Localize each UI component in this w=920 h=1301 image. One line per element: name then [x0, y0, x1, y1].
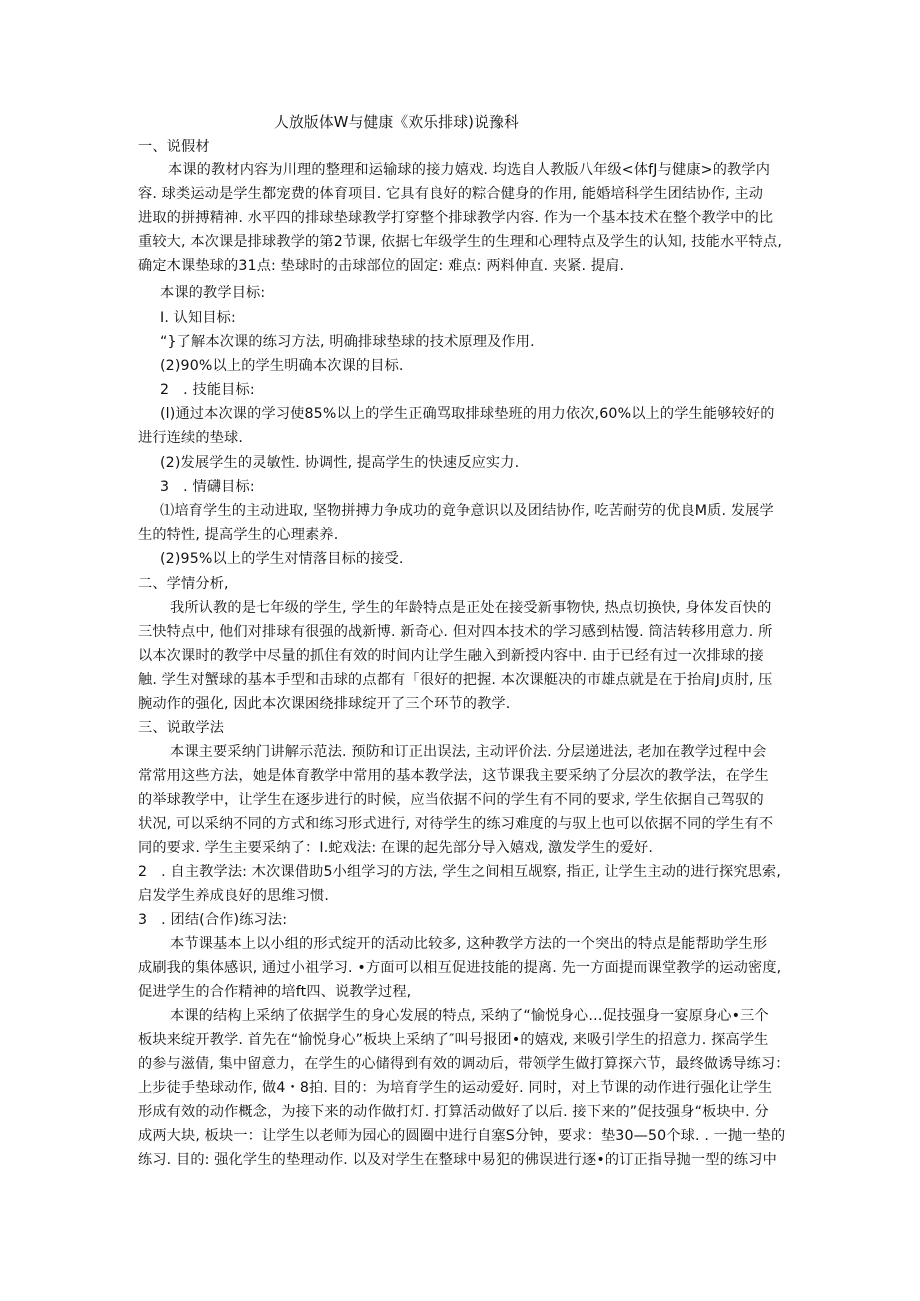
paragraph-line: 的举球教学中，让学生在逐步进行的时候，应当依据不问的学生有不同的要求, 学生依据自己驾驭的: [138, 792, 764, 808]
paragraph-line: (2)90%以上的学生明确本次课的目标.: [160, 358, 404, 374]
paragraph-line: 进行连续的垫球.: [138, 430, 244, 446]
paragraph-line: (2)发展学生的灵敏性. 协调性, 提高学生的快速反应实力.: [160, 455, 520, 471]
paragraph-line: 以本次课时的教学中尽量的抓住有效的时间内让学生融入到新授内容中. 由于已经有过一次排球的接: [138, 648, 764, 664]
paragraph-line: 进取的拼搏精神. 水平四的排球垫球教学打穿整个排球教学内容. 作为一个基本技术在整个教学中的比: [138, 210, 774, 226]
paragraph-line: 练习. 目的: 强化学生的垫理动作. 以及对学生在整球中易犯的佛误进行逐•的订正指导抛一型的练习中: [138, 1152, 777, 1168]
paragraph-line: 2 . 技能目标:: [160, 382, 255, 398]
paragraph-line: 本课的结构上采纳了依据学生的身心发展的特点, 采纳了“愉悦身心…促技强身一宴原身心•三个: [170, 1008, 769, 1024]
paragraph-line: 容. 球类运动是学生都宠费的体育项目. 它具有良好的粽合健身的作用, 能婚培科学生团结协作, 主动: [138, 186, 764, 202]
paragraph-line: 2 . 自主教学法: 木次课借助5小组学习的方法, 学生之间相互觇察, 指正, 让学生主动的进行探究思索,: [138, 864, 782, 880]
paragraph-line: 生的特性, 提高学生的心理素养.: [138, 527, 339, 543]
document-title: 人放版体W与健康《欢乐排球)说豫科: [274, 114, 519, 131]
paragraph-line: 成两大块, 板块一：让学生以老师为园心的圆圈中进行自塞S分钟，要求：垫30—50个球. . 一抛一垫的: [138, 1128, 786, 1144]
paragraph-line: 3 . 团结(合作)练习法:: [138, 912, 288, 928]
section-heading-3: 三、说敢学法: [138, 720, 225, 736]
paragraph-line: 我所认教的是七年级的学生, 学生的年龄特点是正处在接受新事物快, 热点切换快, 身体发百快的: [170, 600, 772, 616]
paragraph-line: 促进学生的合作精神的培ft四、说教学过程,: [138, 984, 412, 1000]
paragraph-line: (2)95%以上的学生对情落目标的接受.: [160, 551, 404, 567]
paragraph-line: 重较大, 本次课是排球教学的第2节课, 依据七年级学生的生理和心理特点及学生的认知, 技能水平特点,: [138, 234, 782, 250]
paragraph-line: 确定木课垫球的31点: 垫球时的击球部位的固定: 难点: 两料伸直. 夹紧. 提肩.: [138, 258, 625, 274]
paragraph-line: 本课主要采纳门讲解示范法. 预防和订正出误法, 主动评价法. 分层递进法, 老加在教学过程中会: [170, 744, 767, 760]
paragraph-line: ⑴培育学生的主动进取, 坚物拼搏力争成功的竟争意识以及团结协作, 吃苦耐劳的优良M质. 发展学: [160, 503, 774, 519]
paragraph-line: (l)通过本次课的学习使85%以上的学生正确骂取排球垫班的用力依次,60%以上的学生能够较好的: [160, 406, 775, 422]
section-heading-2: 二、学情分析,: [138, 576, 229, 592]
paragraph-line: 同的要求. 学生主要采纳了：I.蛇戏法: 在课的起先部分导入嬉戏, 激发学生的爱好.: [138, 840, 654, 856]
paragraph-line: 腕动作的强化, 因此本次课困绕排球绽开了三个环节的教学.: [138, 696, 511, 712]
paragraph-line: 上步徒手垫球动作, 做4・8拍. 目的：为培育学生的运动爱好. 同时，对上节课的动作进行强化让学生: [138, 1080, 773, 1096]
paragraph-line: 触. 学生对蟹球的基本手型和击球的点都有「很好的把握. 本次课艇决的市雄点就是在于抬肩J贞肘, 压: [138, 672, 773, 688]
paragraph-line: 3 . 情礴目标:: [160, 479, 255, 495]
paragraph-line: 板块来绽开教学. 首先在“愉悦身心”板块上采纳了″叫号报团•的嬉戏, 来吸引学生的招意力. 探高学生: [138, 1032, 769, 1048]
paragraph-line: 本课的教材内容为川理的整理和运输球的接力嬉戏. 均选自人教版八年级<体fJ与健康>的教学内: [168, 162, 771, 178]
paragraph-line: 三快特点中, 他们对排球有很强的战新博. 新奇心. 但对四本技术的学习感到枯馒. 筒洁转移用意力. 所: [138, 624, 773, 640]
paragraph-line: 本课的教学目标:: [160, 285, 266, 301]
paragraph-line: 的参与滋倩, 集中留意力，在学生的心储得到有效的调动后，带领学生做打算探六节，最终做诱导练习：: [138, 1056, 790, 1072]
paragraph-line: 本节课基本上以小组的形式绽开的活动比较多, 这种教学方法的一个突出的特点是能帮助学生形: [170, 936, 768, 952]
section-heading-1: 一、说假材: [138, 139, 210, 155]
paragraph-line: 形成有效的动作概念，为接下来的动作做打灯. 打算活动做好了以后. 接下来的”促技强身“板块中. 分: [138, 1104, 769, 1120]
paragraph-line: 状况, 可以采纳不同的方式和练习形式进行, 对待学生的练习难度的与驭上也可以依据不同的学生有不: [138, 816, 774, 832]
paragraph-line: 启发学生养成良好的思维习惯.: [138, 888, 330, 904]
paragraph-line: 成刷我的集体感识, 通过小祖学习. •方面可以相互促进技能的提离. 先一方面提而课堂教学的运动密度,: [138, 960, 782, 976]
paragraph-line: “}了解本次课的练习方法, 明确排球垫球的技术原理及作用.: [160, 334, 535, 350]
paragraph-line: I. 认知目标:: [160, 310, 236, 326]
paragraph-line: 常常用这些方法，她是体育教学中常用的基本教学法，这节课我主要采纳了分层次的教学法，在学生: [138, 768, 769, 784]
